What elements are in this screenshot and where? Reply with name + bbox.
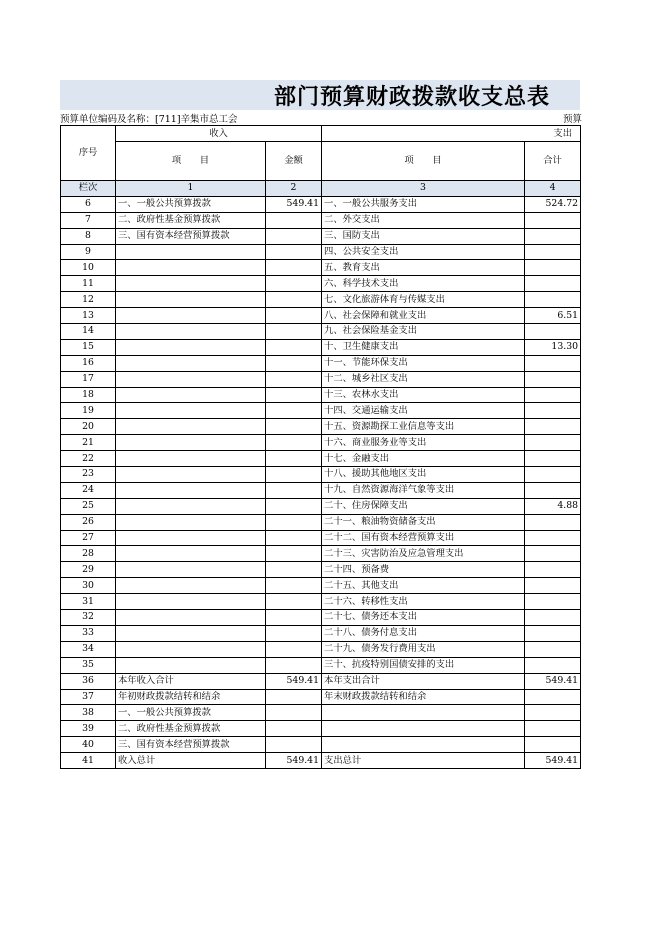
income-item-cell[interactable] <box>116 641 266 657</box>
expense-item-cell[interactable]: 五、教育支出 <box>322 260 525 276</box>
expense-amount-cell[interactable] <box>525 228 581 244</box>
expense-item-cell[interactable]: 十、卫生健康支出 <box>322 339 525 355</box>
income-amount-cell[interactable] <box>266 292 322 308</box>
row-seq-cell[interactable]: 31 <box>61 594 116 610</box>
income-amount-cell[interactable] <box>266 578 322 594</box>
table-row <box>61 625 581 641</box>
income-item-cell[interactable] <box>116 578 266 594</box>
table-row <box>61 721 581 737</box>
table-row <box>61 387 581 403</box>
income-amount-cell[interactable] <box>266 260 322 276</box>
expense-amount-cell[interactable] <box>525 514 581 530</box>
income-amount-cell[interactable]: 549.41 <box>266 753 322 769</box>
expense-item-cell[interactable]: 九、社会保险基金支出 <box>322 324 525 340</box>
expense-amount-cell[interactable] <box>525 657 581 673</box>
expense-amount-cell[interactable] <box>525 594 581 610</box>
income-item-cell[interactable]: 三、国有资本经营预算拨款 <box>116 228 266 244</box>
income-item-cell[interactable] <box>116 610 266 626</box>
income-amount-cell[interactable] <box>266 530 322 546</box>
income-item-cell[interactable]: 一、一般公共预算拨款 <box>116 705 266 721</box>
table-row <box>61 482 581 498</box>
col-number-4[interactable]: 4 <box>525 181 581 197</box>
row-seq-cell[interactable]: 12 <box>61 292 116 308</box>
income-item-cell[interactable] <box>116 482 266 498</box>
row-seq-cell[interactable]: 15 <box>61 339 116 355</box>
table-row <box>61 578 581 594</box>
expense-amount-cell[interactable] <box>525 292 581 308</box>
expense-item-cell[interactable]: 本年支出合计 <box>322 673 525 689</box>
table-row <box>61 339 581 355</box>
row-seq-cell[interactable]: 38 <box>61 705 116 721</box>
row-seq-cell[interactable]: 8 <box>61 228 116 244</box>
expense-amount-cell[interactable] <box>525 610 581 626</box>
income-item-cell[interactable]: 收入总计 <box>116 753 266 769</box>
row-seq-cell[interactable]: 9 <box>61 244 116 260</box>
header-expense[interactable]: 支出 <box>322 126 581 142</box>
income-amount-cell[interactable] <box>266 212 322 228</box>
expense-amount-cell[interactable]: 549.41 <box>525 753 581 769</box>
income-item-cell[interactable]: 本年收入合计 <box>116 673 266 689</box>
table-row <box>61 419 581 435</box>
table-row <box>61 610 581 626</box>
expense-item-cell[interactable]: 十二、城乡社区支出 <box>322 371 525 387</box>
expense-item-cell[interactable]: 二十三、灾害防治及应急管理支出 <box>322 546 525 562</box>
row-seq-cell[interactable]: 10 <box>61 260 116 276</box>
income-item-cell[interactable] <box>116 562 266 578</box>
table-row <box>61 451 581 467</box>
income-amount-cell[interactable] <box>266 276 322 292</box>
income-item-cell[interactable] <box>116 403 266 419</box>
income-amount-cell[interactable] <box>266 244 322 260</box>
expense-item-cell[interactable]: 二十二、国有资本经营预算支出 <box>322 530 525 546</box>
header-income-item[interactable]: 项 目 <box>116 142 266 181</box>
table-row <box>61 594 581 610</box>
expense-item-cell[interactable]: 十九、自然资源海洋气象等支出 <box>322 482 525 498</box>
row-seq-cell[interactable]: 29 <box>61 562 116 578</box>
table-row <box>61 546 581 562</box>
table-row <box>61 196 581 212</box>
page-title: 部门预算财政拨款收支总表 <box>273 84 550 110</box>
income-item-cell[interactable] <box>116 451 266 467</box>
table-row <box>61 260 581 276</box>
table-row <box>61 657 581 673</box>
expense-amount-cell[interactable] <box>525 419 581 435</box>
income-item-cell[interactable] <box>116 546 266 562</box>
expense-amount-cell[interactable] <box>525 324 581 340</box>
income-item-cell[interactable] <box>116 387 266 403</box>
expense-item-cell[interactable]: 二、外交支出 <box>322 212 525 228</box>
header-expense-item[interactable]: 项 目 <box>322 142 525 181</box>
table-row <box>61 705 581 721</box>
income-item-cell[interactable] <box>116 625 266 641</box>
income-amount-cell[interactable] <box>266 737 322 753</box>
income-amount-cell[interactable] <box>266 594 322 610</box>
table-row <box>61 308 581 324</box>
expense-item-cell[interactable] <box>322 705 525 721</box>
expense-item-cell[interactable]: 二十八、债务付息支出 <box>322 625 525 641</box>
table-body <box>61 196 581 768</box>
income-item-cell[interactable]: 二、政府性基金预算拨款 <box>116 212 266 228</box>
income-item-cell[interactable] <box>116 355 266 371</box>
col-number-3[interactable]: 3 <box>322 181 525 197</box>
income-amount-cell[interactable]: 549.41 <box>266 673 322 689</box>
budget-table <box>60 125 581 769</box>
income-item-cell[interactable] <box>116 530 266 546</box>
income-item-cell[interactable] <box>116 244 266 260</box>
expense-amount-cell[interactable] <box>525 355 581 371</box>
header-expense-total[interactable]: 合计 <box>525 142 581 181</box>
expense-amount-cell[interactable] <box>525 467 581 483</box>
row-seq-cell[interactable]: 35 <box>61 657 116 673</box>
expense-amount-cell[interactable] <box>525 530 581 546</box>
expense-item-cell[interactable]: 二十四、预备费 <box>322 562 525 578</box>
header-seq[interactable]: 序号 <box>61 126 116 181</box>
unit-right-label: 预算 <box>563 114 583 125</box>
expense-amount-cell[interactable] <box>525 435 581 451</box>
row-seq-cell[interactable]: 21 <box>61 435 116 451</box>
row-seq-cell[interactable]: 30 <box>61 578 116 594</box>
income-item-cell[interactable] <box>116 260 266 276</box>
expense-item-cell[interactable]: 三十、抗疫特别国债安排的支出 <box>322 657 525 673</box>
income-amount-cell[interactable] <box>266 498 322 514</box>
table-row <box>61 403 581 419</box>
income-amount-cell[interactable] <box>266 324 322 340</box>
table-row <box>61 292 581 308</box>
income-amount-cell[interactable] <box>266 339 322 355</box>
income-item-cell[interactable]: 一、一般公共预算拨款 <box>116 196 266 212</box>
income-item-cell[interactable] <box>116 276 266 292</box>
expense-item-cell[interactable]: 八、社会保障和就业支出 <box>322 308 525 324</box>
income-amount-cell[interactable] <box>266 403 322 419</box>
expense-item-cell[interactable]: 六、科学技术支出 <box>322 276 525 292</box>
income-amount-cell[interactable] <box>266 467 322 483</box>
expense-amount-cell[interactable] <box>525 721 581 737</box>
expense-amount-cell[interactable] <box>525 260 581 276</box>
income-item-cell[interactable] <box>116 657 266 673</box>
expense-item-cell[interactable]: 十五、资源勘探工业信息等支出 <box>322 419 525 435</box>
expense-amount-cell[interactable] <box>525 737 581 753</box>
income-amount-cell[interactable] <box>266 435 322 451</box>
table-row <box>61 371 581 387</box>
col-number-1[interactable]: 1 <box>116 181 266 197</box>
row-seq-cell[interactable]: 37 <box>61 689 116 705</box>
row-seq-cell[interactable]: 17 <box>61 371 116 387</box>
expense-amount-cell[interactable] <box>525 546 581 562</box>
row-seq-cell[interactable]: 18 <box>61 387 116 403</box>
expense-item-cell[interactable]: 十六、商业服务业等支出 <box>322 435 525 451</box>
income-amount-cell[interactable] <box>266 355 322 371</box>
expense-item-cell[interactable]: 七、文化旅游体育与传媒支出 <box>322 292 525 308</box>
income-amount-cell[interactable] <box>266 308 322 324</box>
table-row <box>61 753 581 769</box>
income-item-cell[interactable]: 三、国有资本经营预算拨款 <box>116 737 266 753</box>
expense-item-cell[interactable]: 十四、交通运输支出 <box>322 403 525 419</box>
table-row <box>61 435 581 451</box>
expense-amount-cell[interactable] <box>525 276 581 292</box>
income-amount-cell[interactable] <box>266 228 322 244</box>
row-seq-cell[interactable]: 19 <box>61 403 116 419</box>
income-amount-cell[interactable]: 549.41 <box>266 196 322 212</box>
expense-item-cell[interactable]: 十三、农林水支出 <box>322 387 525 403</box>
row-seq-cell[interactable]: 33 <box>61 625 116 641</box>
expense-amount-cell[interactable] <box>525 641 581 657</box>
income-item-cell[interactable] <box>116 371 266 387</box>
expense-amount-cell[interactable]: 6.51 <box>525 308 581 324</box>
expense-amount-cell[interactable]: 524.72 <box>525 196 581 212</box>
expense-amount-cell[interactable] <box>525 625 581 641</box>
expense-item-cell[interactable]: 四、公共安全支出 <box>322 244 525 260</box>
expense-item-cell[interactable]: 支出总计 <box>322 753 525 769</box>
row-seq-cell[interactable]: 22 <box>61 451 116 467</box>
table-row <box>61 324 581 340</box>
income-amount-cell[interactable] <box>266 705 322 721</box>
table-row <box>61 498 581 514</box>
income-item-cell[interactable] <box>116 467 266 483</box>
row-seq-cell[interactable]: 27 <box>61 530 116 546</box>
income-item-cell[interactable] <box>116 514 266 530</box>
expense-item-cell[interactable]: 年末财政拨款结转和结余 <box>322 689 525 705</box>
expense-amount-cell[interactable] <box>525 371 581 387</box>
expense-item-cell[interactable]: 二十、住房保障支出 <box>322 498 525 514</box>
income-amount-cell[interactable] <box>266 371 322 387</box>
expense-item-cell[interactable]: 十七、金融支出 <box>322 451 525 467</box>
row-seq-cell[interactable]: 28 <box>61 546 116 562</box>
expense-amount-cell[interactable]: 13.30 <box>525 339 581 355</box>
income-amount-cell[interactable] <box>266 562 322 578</box>
row-seq-cell[interactable]: 23 <box>61 467 116 483</box>
income-item-cell[interactable] <box>116 435 266 451</box>
row-seq-cell[interactable]: 32 <box>61 610 116 626</box>
col-number-2[interactable]: 2 <box>266 181 322 197</box>
table-row <box>61 244 581 260</box>
table-row <box>61 212 581 228</box>
table-row <box>61 228 581 244</box>
row-seq-cell[interactable]: 6 <box>61 196 116 212</box>
expense-amount-cell[interactable]: 549.41 <box>525 673 581 689</box>
income-amount-cell[interactable] <box>266 482 322 498</box>
income-amount-cell[interactable] <box>266 657 322 673</box>
table-row <box>61 689 581 705</box>
income-amount-cell[interactable] <box>266 387 322 403</box>
expense-amount-cell[interactable] <box>525 387 581 403</box>
unit-label: 预算单位编码及名称：[711]辛集市总工会 <box>60 114 238 125</box>
expense-item-cell[interactable] <box>322 737 525 753</box>
header-income[interactable]: 收入 <box>116 126 322 142</box>
income-item-cell[interactable] <box>116 498 266 514</box>
expense-amount-cell[interactable] <box>525 578 581 594</box>
expense-amount-cell[interactable] <box>525 451 581 467</box>
row-seq-cell[interactable]: 13 <box>61 308 116 324</box>
expense-item-cell[interactable]: 二十一、粮油物资储备支出 <box>322 514 525 530</box>
income-amount-cell[interactable] <box>266 721 322 737</box>
expense-item-cell[interactable]: 二十五、其他支出 <box>322 578 525 594</box>
income-amount-cell[interactable] <box>266 451 322 467</box>
expense-amount-cell[interactable] <box>525 244 581 260</box>
row-seq-cell[interactable]: 16 <box>61 355 116 371</box>
table-row <box>61 276 581 292</box>
row-seq-cell[interactable]: 24 <box>61 482 116 498</box>
income-item-cell[interactable] <box>116 594 266 610</box>
table-row <box>61 562 581 578</box>
expense-item-cell[interactable]: 三、国防支出 <box>322 228 525 244</box>
row-seq-cell[interactable]: 25 <box>61 498 116 514</box>
table-row <box>61 355 581 371</box>
expense-item-cell[interactable]: 二十六、转移性支出 <box>322 594 525 610</box>
income-amount-cell[interactable] <box>266 641 322 657</box>
table-row <box>61 641 581 657</box>
expense-item-cell[interactable] <box>322 721 525 737</box>
table-row <box>61 737 581 753</box>
income-amount-cell[interactable] <box>266 546 322 562</box>
income-item-cell[interactable] <box>116 339 266 355</box>
expense-item-cell[interactable]: 十八、援助其他地区支出 <box>322 467 525 483</box>
table-row <box>61 530 581 546</box>
expense-amount-cell[interactable] <box>525 689 581 705</box>
income-item-cell[interactable] <box>116 324 266 340</box>
row-seq-cell[interactable]: 14 <box>61 324 116 340</box>
income-amount-cell[interactable] <box>266 689 322 705</box>
income-item-cell[interactable]: 年初财政拨款结转和结余 <box>116 689 266 705</box>
income-amount-cell[interactable] <box>266 610 322 626</box>
row-seq-cell[interactable]: 7 <box>61 212 116 228</box>
row-seq-cell[interactable]: 41 <box>61 753 116 769</box>
expense-amount-cell[interactable] <box>525 562 581 578</box>
table-row <box>61 514 581 530</box>
row-seq-cell[interactable]: 26 <box>61 514 116 530</box>
row-seq-cell[interactable]: 36 <box>61 673 116 689</box>
expense-item-cell[interactable]: 十一、节能环保支出 <box>322 355 525 371</box>
col-row-label[interactable]: 栏次 <box>61 181 116 197</box>
row-seq-cell[interactable]: 11 <box>61 276 116 292</box>
income-item-cell[interactable]: 二、政府性基金预算拨款 <box>116 721 266 737</box>
expense-amount-cell[interactable] <box>525 212 581 228</box>
row-seq-cell[interactable]: 40 <box>61 737 116 753</box>
expense-item-cell[interactable]: 一、一般公共服务支出 <box>322 196 525 212</box>
expense-amount-cell[interactable] <box>525 482 581 498</box>
income-item-cell[interactable] <box>116 308 266 324</box>
expense-amount-cell[interactable] <box>525 705 581 721</box>
expense-item-cell[interactable]: 二十七、债务还本支出 <box>322 610 525 626</box>
table-row <box>61 467 581 483</box>
income-item-cell[interactable] <box>116 292 266 308</box>
row-seq-cell[interactable]: 34 <box>61 641 116 657</box>
table-row <box>61 673 581 689</box>
income-amount-cell[interactable] <box>266 625 322 641</box>
expense-amount-cell[interactable] <box>525 403 581 419</box>
header-income-amount[interactable]: 金额 <box>266 142 322 181</box>
row-seq-cell[interactable]: 39 <box>61 721 116 737</box>
income-amount-cell[interactable] <box>266 514 322 530</box>
income-amount-cell[interactable] <box>266 419 322 435</box>
income-item-cell[interactable] <box>116 419 266 435</box>
expense-amount-cell[interactable]: 4.88 <box>525 498 581 514</box>
row-seq-cell[interactable]: 20 <box>61 419 116 435</box>
expense-item-cell[interactable]: 二十九、债务发行费用支出 <box>322 641 525 657</box>
